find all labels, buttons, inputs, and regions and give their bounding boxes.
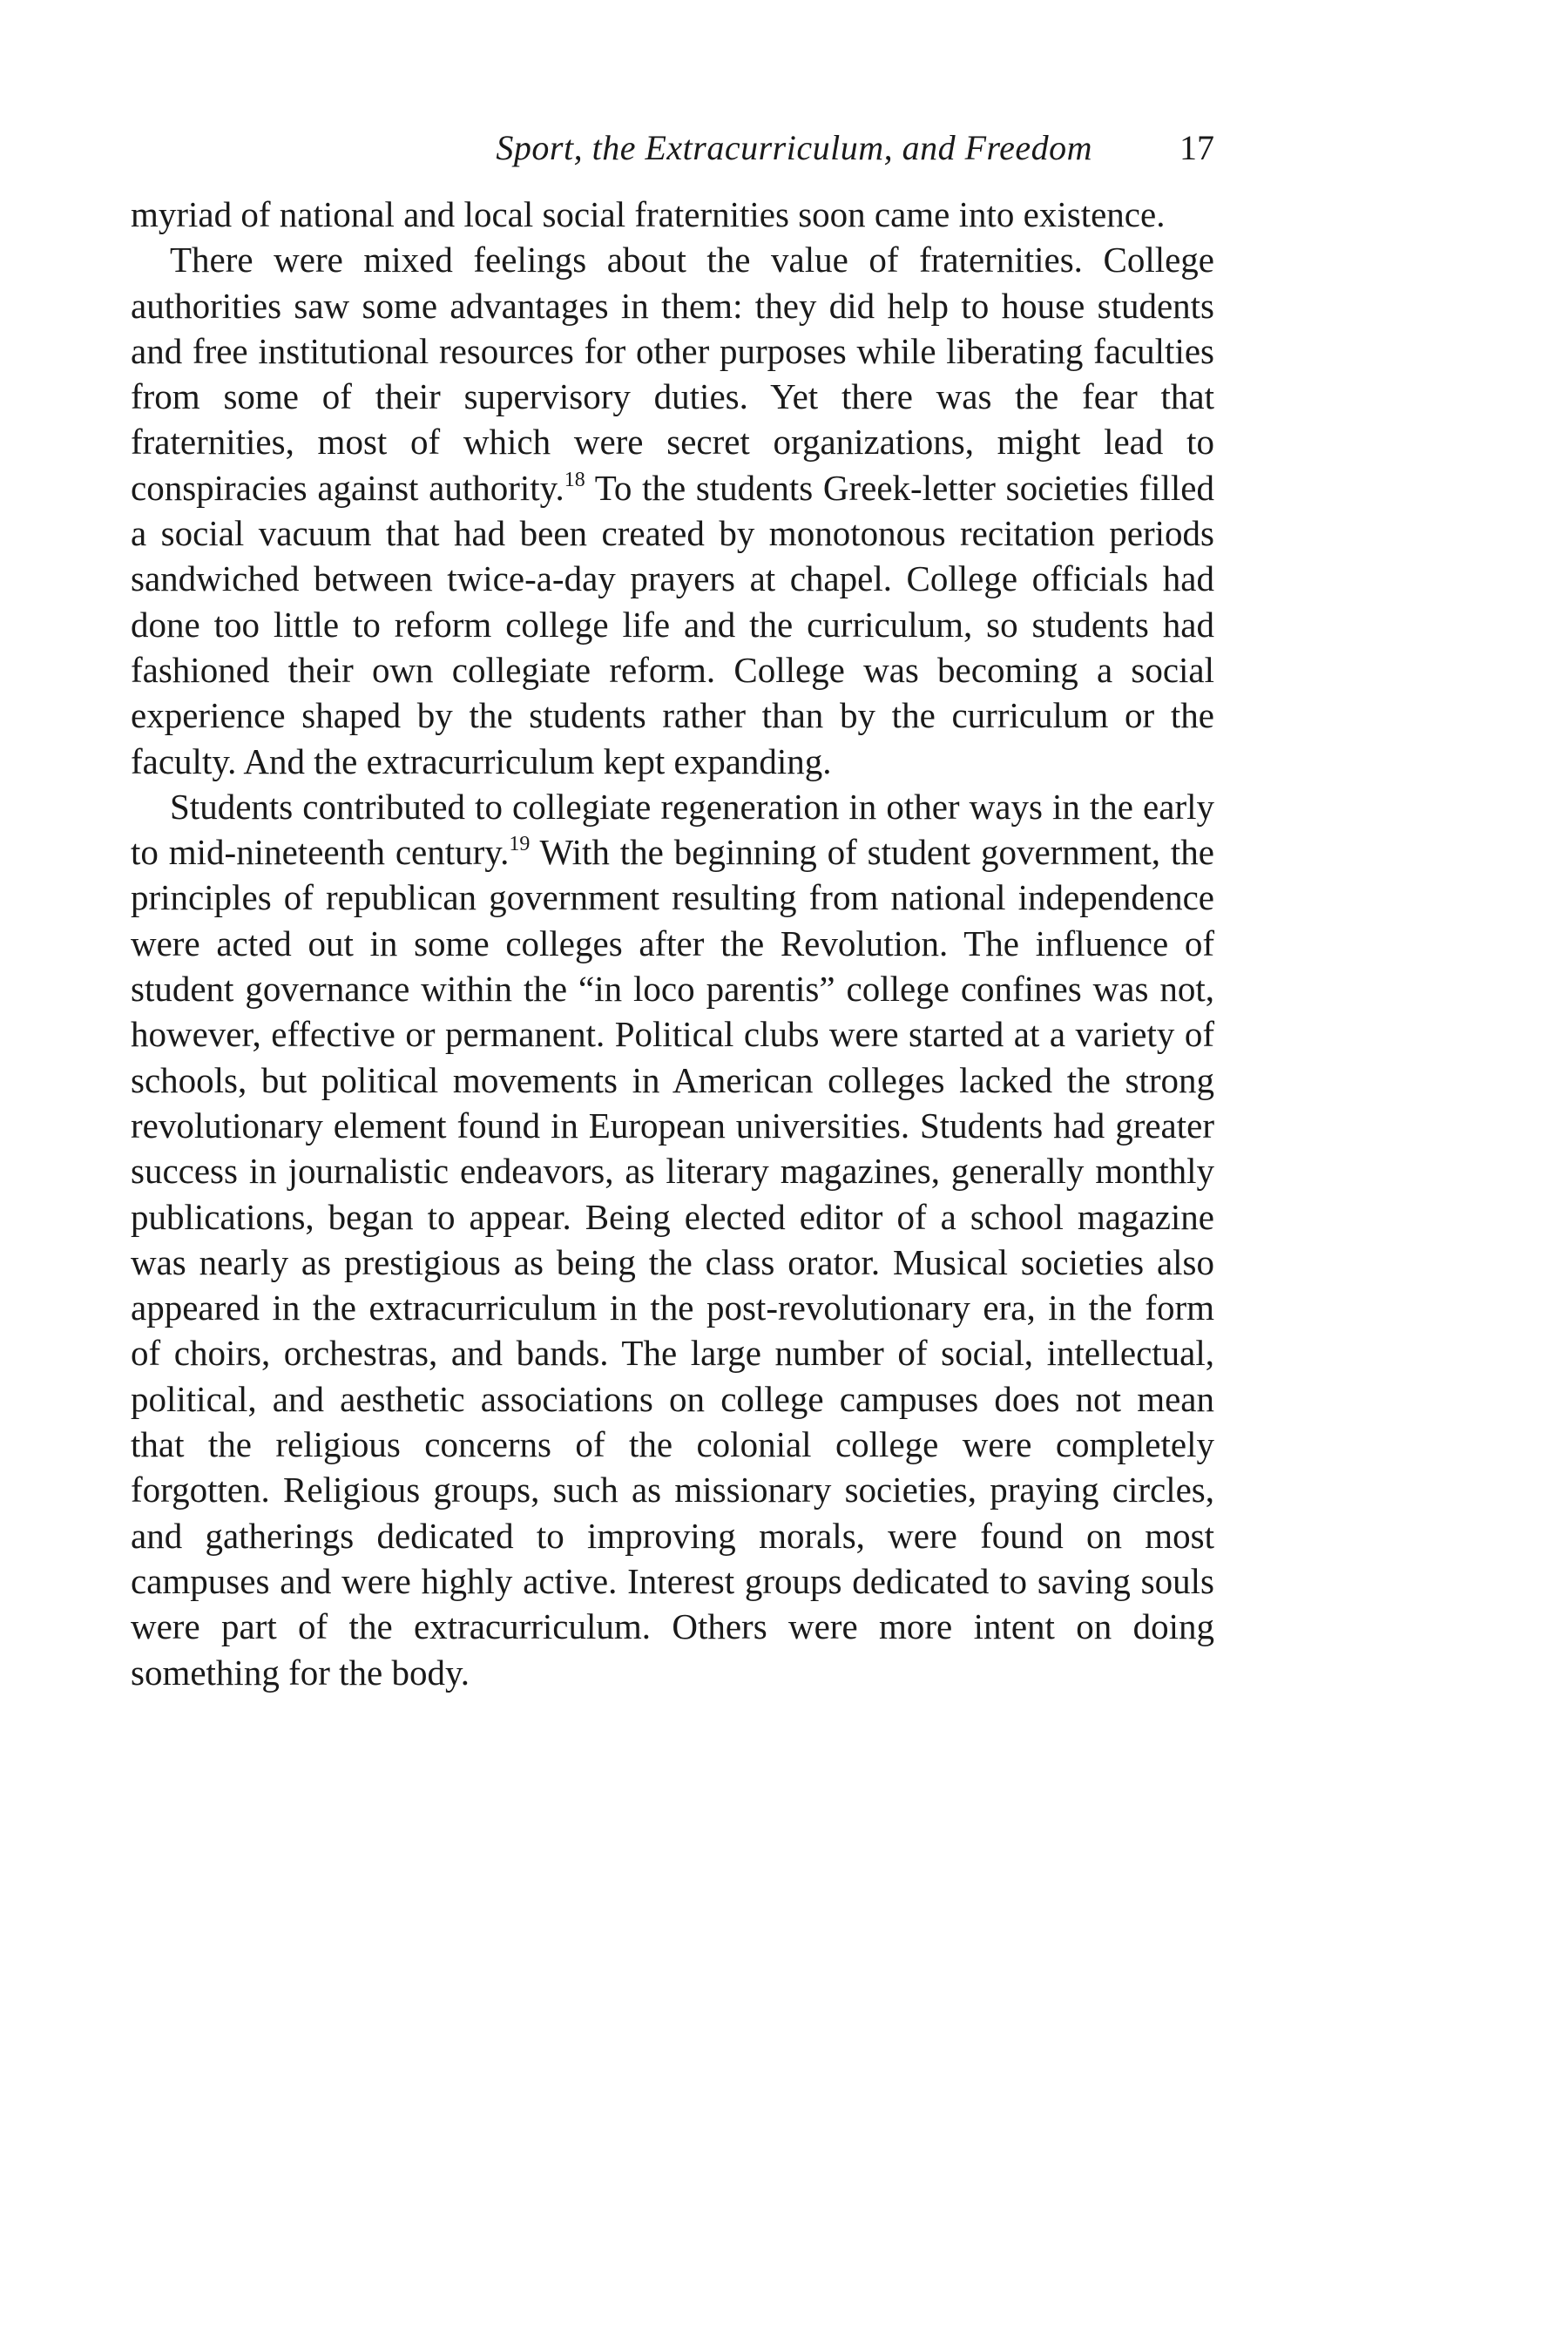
footnote-ref-18: 18 — [564, 468, 585, 491]
paragraph-text: There were mixed feelings about the value of fraternities. College authorities saw some advantages in them: they did help to house students and free institutional resources for other purposes while liberating faculties from some of their supervisory duties. Yet there was the fear that fraternities, most of which were secret organizations, might lead to conspiracies against authority. — [131, 240, 1214, 508]
paragraph-text: To the students Greek-letter societies filled a social vacuum that had been created by monotonous recitation periods sandwiched between twice-a-day prayers at chapel. College officials had done too little to reform college life and the curriculum, so students had fashioned their own collegiate reform. College was becoming a social experience shaped by the students rather than by the curriculum or the faculty. And the extracurriculum kept expanding. — [131, 467, 1214, 781]
paragraph-regeneration — [131, 784, 1214, 1695]
paragraph-continuation — [131, 192, 1214, 237]
paragraph-text: With the beginning of student government, the principles of republican government resulting from national independence were acted out in some colleges after the Revolution. The influence of student governance within the “in loco parentis” college confines was not, however, effective or permanent. Political clubs were started at a variety of schools, but political movements in American colleges lacked the strong revolutionary element found in European universities. Students had greater success in journalistic endeavors, as literary magazines, generally monthly publications, began to appear. Being elected editor of a school magazine was nearly as prestigious as being the class orator. Musical societies also appeared in the extracurriculum in the post-revolutionary era, in the form of choirs, orchestras, and bands. The large number of social, intellectual, political, and aesthetic associations on college campuses does not mean that the religious concerns of the colonial college were completely forgotten. Religious groups, such as missionary societies, praying circles, and gatherings dedicated to improving morals, were found on most campuses and were highly active. Interest groups dedicated to saving souls were part of the extracurriculum. Others were more intent on doing something for the body. — [131, 832, 1215, 1693]
page-number: 17 — [1179, 128, 1214, 167]
paragraph-fraternities — [131, 237, 1214, 784]
body-text — [131, 192, 1214, 1695]
running-title: Sport, the Extracurriculum, and Freedom — [496, 128, 1092, 167]
running-head — [131, 122, 1214, 174]
paragraph-text: Students contributed to collegiate regeneration in other ways in the early to mid-nineteenth century. — [131, 786, 1214, 873]
paragraph-text: myriad of national and local social fraternities soon came into existence. — [131, 194, 1166, 234]
footnote-ref-19: 19 — [509, 833, 531, 856]
